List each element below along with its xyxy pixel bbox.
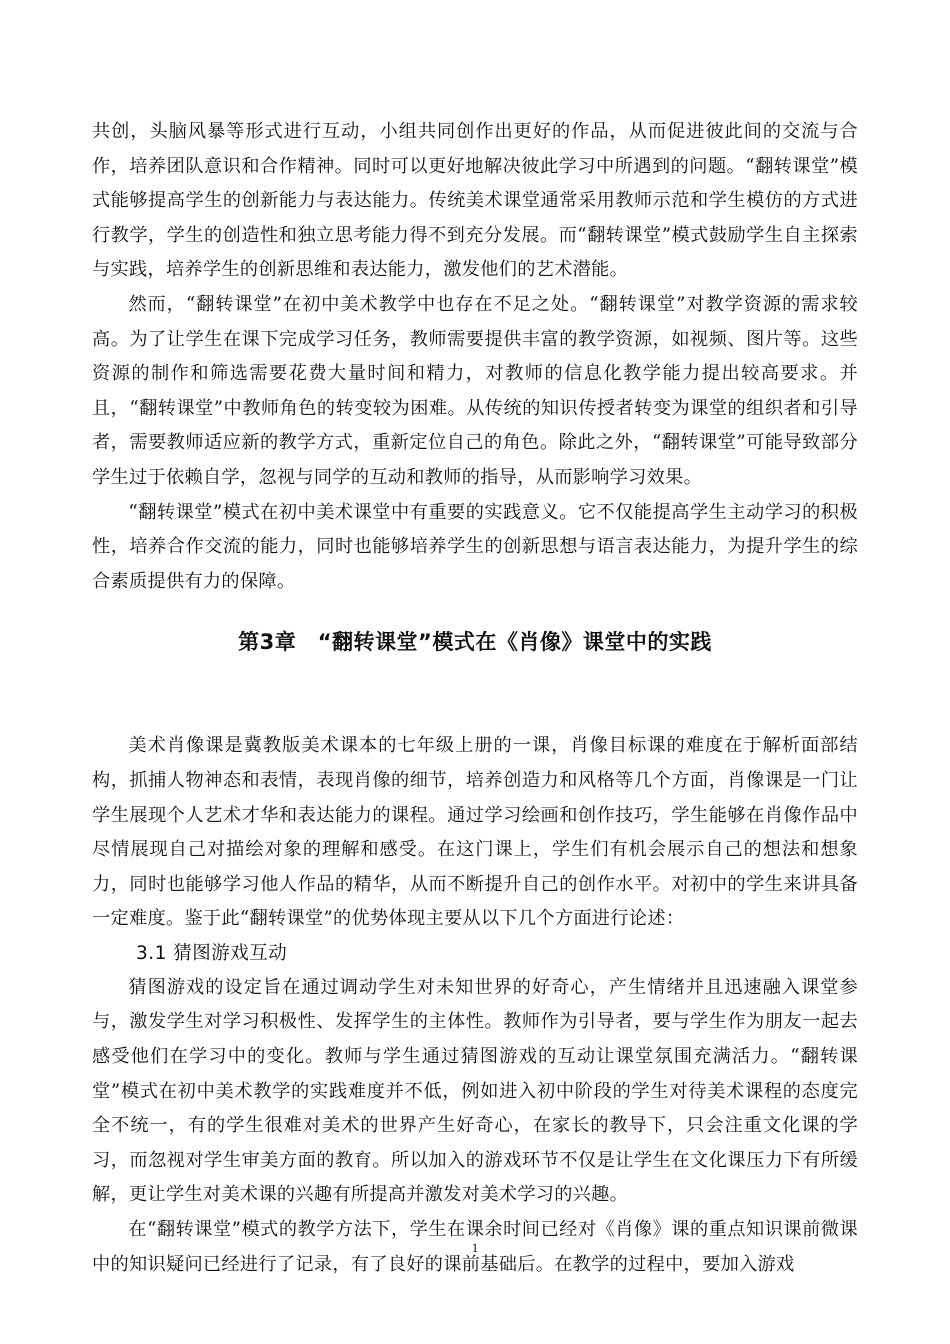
body-paragraph: “翻转课堂”模式在初中美术课堂中有重要的实践意义。它不仅能提高学生主动学习的积极性，培养合作交流的能力，同时也能够培养学生的创新思想与语言表达能力，为提升学生的综合素质提供有力的保障。 bbox=[92, 501, 858, 592]
page-number: 1 bbox=[471, 1240, 479, 1255]
chapter-title: 第3章 “翻转课堂”模式在《肖像》课堂中的实践 bbox=[238, 630, 712, 655]
page-content bbox=[92, 115, 858, 1282]
body-paragraph: 美术肖像课是冀教版美术课本的七年级上册的一课，肖像目标课的难度在于解析面部结构，抓捕人物神态和表情，表现肖像的细节，培养创造力和风格等几个方面，肖像课是一门让学生展现个人艺术才华和表达能力的课程。通过学习绘画和创作技巧，学生能够在肖像作品中尽情展现自己对描绘对象的理解和感受。在这门课上，学生们有机会展示自己的想法和想象力，同时也能够学习他人作品的精华，从而不断提升自己的创作水平。对初中的学生来讲具备一定难度。鉴于此“翻转课堂”的优势体现主要从以下几个方面进行论述： bbox=[92, 735, 858, 930]
section-title: 3.1 猜图游戏互动 bbox=[136, 942, 288, 964]
body-paragraph: 猜图游戏的设定旨在通过调动学生对未知世界的好奇心，产生情绪并且迅速融入课堂参与，激发学生对学习积极性、发挥学生的主体性。教师作为引导者，要与学生作为朋友一起去感受他们在学习中的变化。教师与学生通过猜图游戏的互动让课堂氛围充满活力。“翻转课堂”模式在初中美术教学的实践难度并不低，例如进入初中阶段的学生对待美术课程的态度完全不统一，有的学生很难对美术的世界产生好奇心，在家长的教导下，只会注重文化课的学习，而忽视对学生审美方面的教育。所以加入的游戏环节不仅是让学生在文化课压力下有所缓解，更让学生对美术课的兴趣有所提高并激发对美术学习的兴趣。 bbox=[92, 976, 858, 1206]
body-paragraph: 共创，头脑风暴等形式进行互动，小组共同创作出更好的作品，从而促进彼此间的交流与合作，培养团队意识和合作精神。同时可以更好地解决彼此学习中所遇到的问题。“翻转课堂”模式能够提高学生的创新能力与表达能力。传统美术课堂通常采用教师示范和学生模仿的方式进行教学，学生的创造性和独立思考能力得不到充分发展。而“翻转课堂”模式鼓励学生自主探索与实践，培养学生的创新思维和表达能力，激发他们的艺术潜能。 bbox=[92, 121, 858, 281]
body-paragraph: 在“翻转课堂”模式的教学方法下，学生在课余时间已经对《肖像》课的重点知识课前微课中的知识疑问已经进行了记录，有了良好的课前基础后。在教学的过程中，要加入游戏 bbox=[92, 1219, 858, 1275]
body-paragraph: 然而，“翻转课堂”在初中美术教学中也存在不足之处。“翻转课堂”对教学资源的需求较高。为了让学生在课下完成学习任务，教师需要提供丰富的教学资源，如视频、图片等。这些资源的制作和筛选需要花费大量时间和精力，对教师的信息化教学能力提出较高要求。并且，“翻转课堂”中教师角色的转变较为困难。从传统的知识传授者转变为课堂的组织者和引导者，需要教师适应新的教学方式，重新定位自己的角色。除此之外，“翻转课堂”可能导致部分学生过于依赖自学，忽视与同学的互动和教师的指导，从而影响学习效果。 bbox=[92, 293, 858, 488]
